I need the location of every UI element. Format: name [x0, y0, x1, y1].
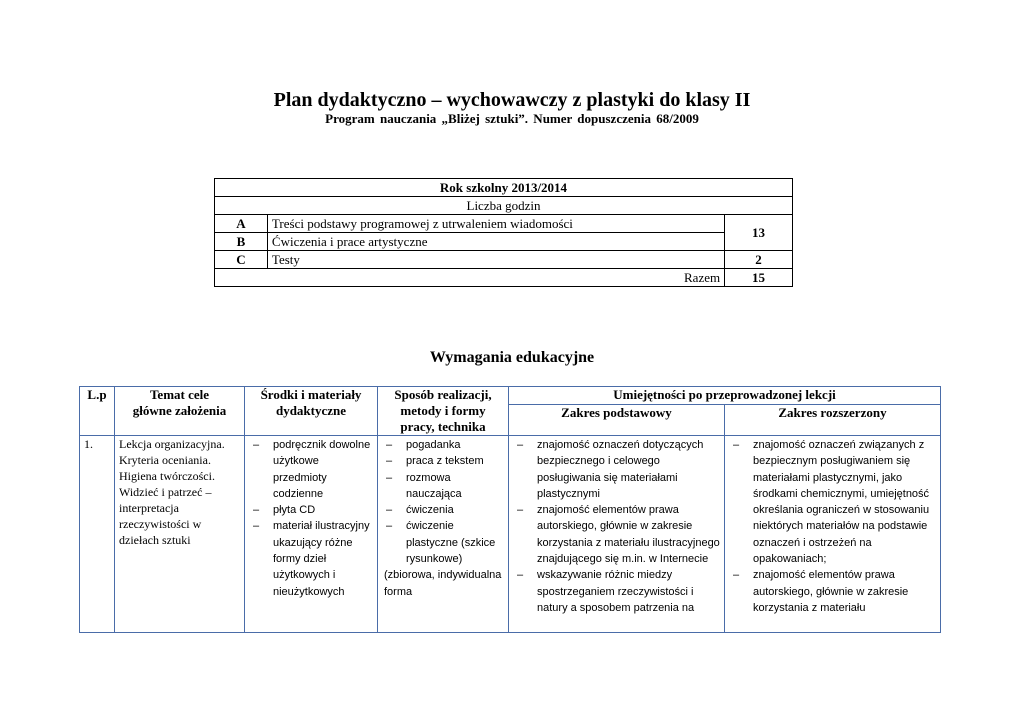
hours-row-c	[215, 251, 793, 269]
school-year-cell: Rok szkolny 2013/2014	[215, 179, 793, 197]
col-header-extended: Zakres rozszerzony	[725, 405, 941, 436]
col-header-means: Środki i materiały dydaktyczne	[245, 387, 378, 436]
extended-list	[729, 436, 936, 616]
row-lp: 1.	[80, 436, 115, 633]
means-list	[249, 436, 373, 600]
list-item: – praca z tekstem	[382, 453, 504, 469]
list-item: – wskazywanie różnic miedzy spostrzeganiem rzeczywistości i natury a sposobem patrzenia na	[513, 567, 720, 616]
list-item: – materiał ilustracyjny ukazujący różne formy dzieł użytkowych i nieużytkowych	[249, 518, 373, 599]
hours-label-a: Treści podstawy programowej z utrwaleniem wiadomości	[267, 215, 724, 233]
col-header-topic: Temat cele główne założenia	[115, 387, 245, 436]
requirements-header-row	[80, 387, 941, 405]
row-topic: Lekcja organizacyjna. Kryteria oceniania. Higiena twórczości. Widzieć i patrzeć – interpretacja rzeczywistości w dziełach sztuki	[115, 436, 245, 633]
row-means	[245, 436, 378, 633]
table-row	[80, 436, 941, 633]
hours-label-cell: Liczba godzin	[215, 197, 793, 215]
hours-value-ab: 13	[725, 215, 793, 251]
hours-row-a	[215, 215, 793, 233]
hours-label-c: Testy	[267, 251, 724, 269]
requirements-table	[79, 386, 941, 633]
list-item: – podręcznik dowolne użytkowe przedmioty codzienne	[249, 437, 373, 502]
list-item: – ćwiczenia	[382, 502, 504, 518]
row-method	[378, 436, 509, 633]
col-header-method: Sposób realizacji, metody i formy pracy, technika	[378, 387, 509, 436]
list-item: (zbiorowa, indywidualna forma	[384, 569, 502, 598]
document-subtitle: Program nauczania „Bliżej sztuki”. Numer dopuszczenia 68/2009	[325, 111, 699, 126]
hours-value-c: 2	[725, 251, 793, 269]
hours-code-c: C	[215, 251, 268, 269]
hours-label-b: Ćwiczenia i prace artystyczne	[267, 233, 724, 251]
document-title: Plan dydaktyczno – wychowawczy z plastyki do klasy II	[273, 89, 751, 111]
list-item: – znajomość elementów prawa autorskiego, głównie w zakresie korzystania z materiału	[729, 567, 936, 616]
hours-code-a: A	[215, 215, 268, 233]
hours-code-b: B	[215, 233, 268, 251]
list-item: – ćwiczenie plastyczne (szkice rysunkowe)	[382, 518, 504, 567]
basic-list	[513, 436, 720, 616]
col-header-basic: Zakres podstawowy	[509, 405, 725, 436]
list-item: – rozmowa nauczająca	[382, 470, 504, 503]
hours-total-label: Razem	[215, 269, 725, 287]
list-item: – znajomość oznaczeń związanych z bezpiecznym posługiwaniem się materiałami plastycznymi, jako środkami chemicznymi, umiejętność określania ograniczeń w stosowaniu niektórych materiałów na podstawie oznaczeń i ostrzeżeń na opakowaniach;	[729, 437, 936, 567]
row-extended	[725, 436, 941, 633]
list-item: – pogadanka	[382, 437, 504, 453]
list-item: – znajomość oznaczeń dotyczących bezpiecznego i celowego posługiwania się materiałami plastycznymi	[513, 437, 720, 502]
hours-table	[214, 178, 793, 287]
col-header-skills: Umiejętności po przeprowadzonej lekcji	[509, 387, 941, 405]
requirements-heading: Wymagania edukacyjne	[429, 349, 595, 366]
col-header-lp: L.p	[80, 387, 115, 436]
method-list	[382, 436, 504, 600]
hours-total-row	[215, 269, 793, 287]
hours-row-b	[215, 233, 793, 251]
hours-total-value: 15	[725, 269, 793, 287]
school-year-row	[215, 179, 793, 197]
list-item: – znajomość elementów prawa autorskiego, głównie w zakresie korzystania z materiału ilustracyjnego znajdującego się m.in. w Internecie	[513, 502, 720, 567]
list-item: – płyta CD	[249, 502, 373, 518]
hours-label-row	[215, 197, 793, 215]
row-basic	[509, 436, 725, 633]
